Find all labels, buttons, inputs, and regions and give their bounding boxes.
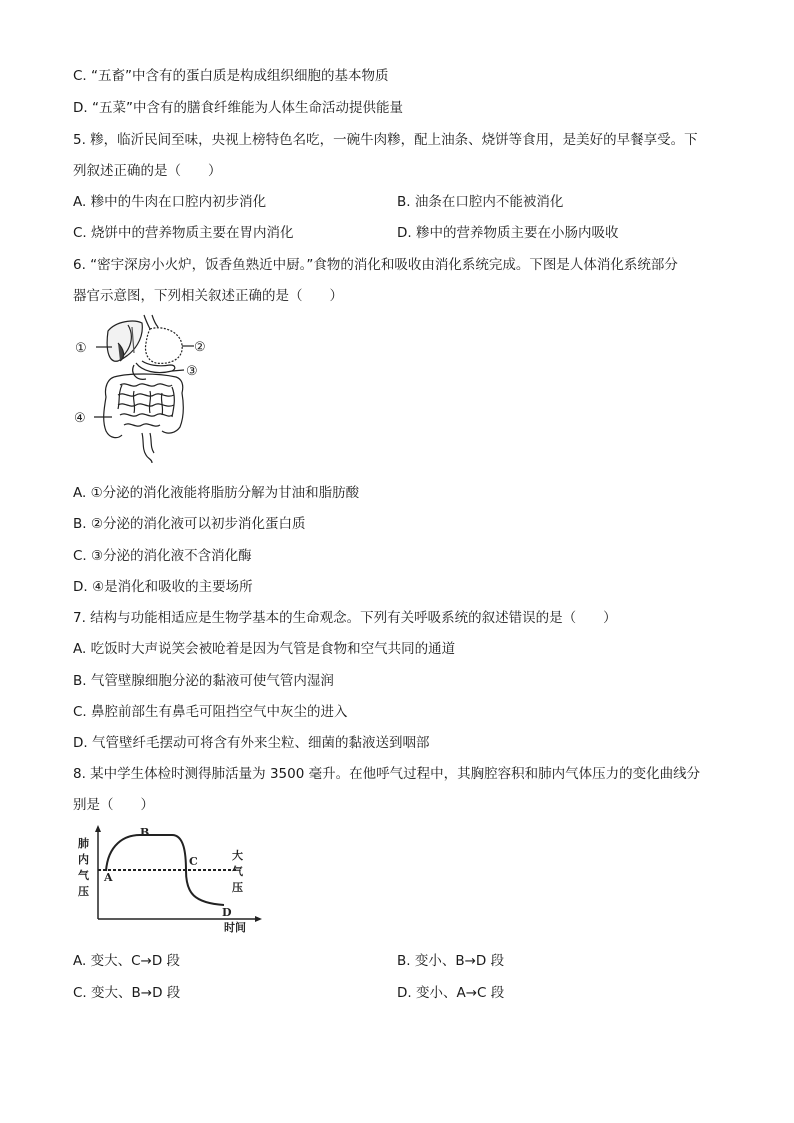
q5-stem-line1: 5. 糁，临沂民间至味，央视上榜特色名吃，一碗牛肉糁，配上油条、烧饼等食用，是美好的早餐享受。下 (73, 132, 698, 148)
q8-option-a: A. 变大、C→D 段 (73, 953, 181, 969)
atm-label-char-2: 气 (232, 865, 243, 878)
q6-option-c: C. ③分泌的消化液不含消化酶 (73, 548, 252, 564)
q8-stem-line1: 8. 某中学生体检时测得肺活量为 3500 毫升。在他呼气过程中，其胸腔容积和肺内气体压力的变化曲线分 (73, 766, 701, 782)
y-label-char-1: 肺 (78, 837, 89, 850)
q5-option-b: B. 油条在口腔内不能被消化 (397, 194, 564, 210)
q5-option-d: D. 糁中的营养物质主要在小肠内吸收 (397, 225, 619, 241)
label-3: ③ (186, 364, 198, 379)
x-axis-arrow (255, 916, 262, 922)
point-c: C (189, 855, 198, 868)
lung-pressure-chart (76, 825, 266, 935)
q5-stem-line2: 列叙述正确的是（ ） (73, 163, 222, 179)
q8-option-c: C. 变大、B→D 段 (73, 985, 181, 1001)
q6-option-a: A. ①分泌的消化液能将脂肪分解为甘油和脂肪酸 (73, 485, 360, 501)
y-axis-arrow (95, 825, 101, 832)
point-d: D (222, 906, 232, 919)
digestive-system-figure (72, 313, 222, 469)
y-label-char-4: 压 (78, 885, 89, 898)
q5-option-c: C. 烧饼中的营养物质主要在胃内消化 (73, 225, 294, 241)
q5-option-a: A. 糁中的牛肉在口腔内初步消化 (73, 194, 267, 210)
q7-option-b: B. 气管壁腺细胞分泌的黏液可使气管内湿润 (73, 673, 334, 689)
y-label-char-2: 内 (78, 853, 89, 866)
q7-option-c: C. 鼻腔前部生有鼻毛可阻挡空气中灰尘的进入 (73, 704, 348, 720)
q7-stem: 7. 结构与功能相适应是生物学基本的生命观念。下列有关呼吸系统的叙述错误的是（ ） (73, 610, 617, 626)
point-b: B (140, 826, 150, 839)
q8-stem-line2: 别是（ ） (73, 797, 154, 813)
x-axis-label: 时间 (224, 921, 246, 934)
label-4: ④ (74, 411, 86, 426)
atm-label-char-1: 大 (232, 849, 243, 862)
q6-stem-line2: 器官示意图，下列相关叙述正确的是（ ） (73, 288, 343, 304)
atm-label-char-3: 压 (232, 881, 243, 894)
label-2: ② (194, 340, 206, 355)
q7-option-d: D. 气管壁纤毛摆动可将含有外来尘粒、细菌的黏液送到咽部 (73, 735, 430, 751)
q4-option-c: C. “五畜”中含有的蛋白质是构成组织细胞的基本物质 (73, 68, 389, 84)
label-1: ① (75, 341, 87, 356)
y-label-char-3: 气 (78, 869, 89, 882)
q6-option-d: D. ④是消化和吸收的主要场所 (73, 579, 253, 595)
q4-option-d: D. “五菜”中含有的膳食纤维能为人体生命活动提供能量 (73, 100, 403, 116)
q6-option-b: B. ②分泌的消化液可以初步消化蛋白质 (73, 516, 306, 532)
q8-option-b: B. 变小、B→D 段 (397, 953, 505, 969)
q8-option-d: D. 变小、A→C 段 (397, 985, 505, 1001)
q7-option-a: A. 吃饭时大声说笑会被呛着是因为气管是食物和空气共同的通道 (73, 641, 456, 657)
q6-stem-line1: 6. “密宇深房小火炉，饭香鱼熟近中厨。”食物的消化和吸收由消化系统完成。下图是人体消化系统部分 (73, 257, 678, 273)
point-a: A (104, 871, 113, 884)
